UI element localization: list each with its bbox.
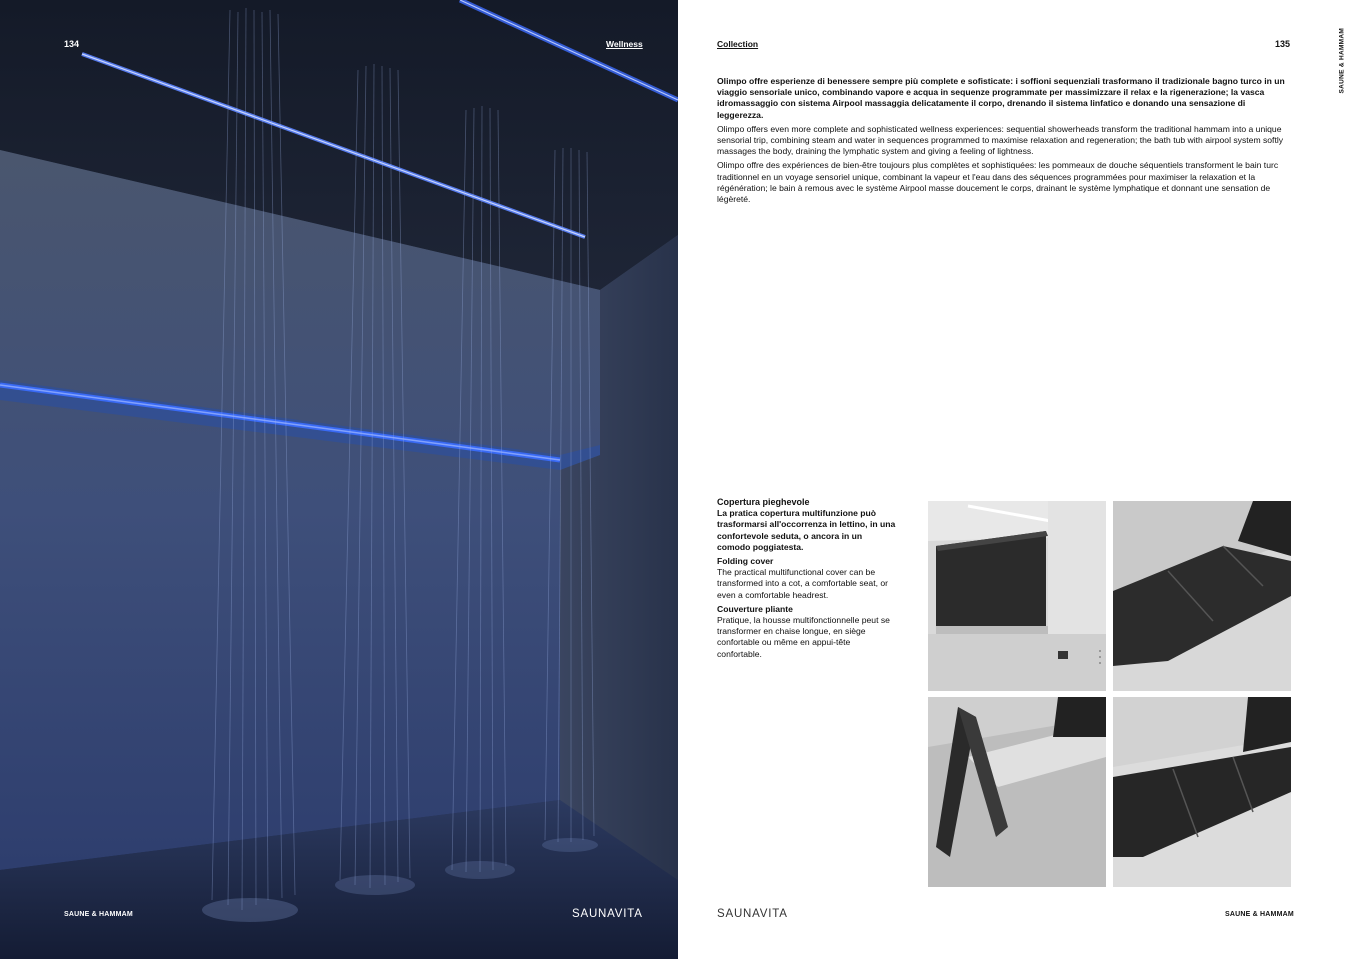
intro-french: Olimpo offre des expériences de bien-être toujours plus complètes et sophistiquées: les pommeaux de douche séquentiels transforment le bain turc traditionnel en un voyage sensoriel unique, combinant la vapeur et l'eau dans des séquences programmées pour maximiser la relaxation et la régénération; le bain à remous avec le système Airpool masse doucement le corps, drainant le système lymphatique et donnant une sensation de légèreté.	[717, 160, 1279, 205]
cover-photo-flat-bed	[1113, 501, 1291, 691]
cover-title-english: Folding cover	[717, 556, 774, 567]
cover-title-italian: Copertura pieghevole	[717, 497, 810, 507]
cover-photo-wall-mounted	[928, 501, 1106, 691]
right-brand-logo: SAUNAVITA	[717, 908, 788, 920]
right-page	[678, 0, 1356, 959]
cover-photo-headrest	[1113, 697, 1291, 887]
right-section-label: Collection	[717, 39, 759, 49]
right-page-number: 135	[1275, 39, 1291, 49]
left-footer-label: SAUNE & HAMMAM	[64, 911, 133, 918]
intro-italian: Olimpo offre esperienze di benessere sempre più complete e sofisticate: i soffioni sequenziali trasformano il tradizionale bagno turco in un viaggio sensoriale unico, combinando vapore e acqua in sequenze programmate per massimizzare il relax e la rigenerazione; la vasca idromassaggio con sistema Airpool massaggia delicatamente il corpo, drenando il sistema linfatico e donando una sensazione di leggerezza.	[717, 76, 1285, 120]
left-section-label: Wellness	[606, 39, 643, 49]
cover-photo-folded-seat	[928, 697, 1106, 887]
right-footer-label: SAUNE & HAMMAM	[1225, 911, 1294, 918]
intro-text	[717, 76, 1287, 208]
cover-text-french: Pratique, la housse multifonctionnelle peut se transformer en chaise longue, en siège confortable ou même en appui-tête confortable.	[717, 615, 890, 659]
left-brand-logo: SAUNAVITA	[572, 908, 643, 920]
folding-cover-description	[717, 497, 897, 660]
cover-text-english: The practical multifunctional cover can be transformed into a cot, a comfortable seat, or even a comfortable headrest.	[717, 567, 889, 600]
intro-english: Olimpo offers even more complete and sophisticated wellness experiences: sequential showerheads transform the traditional hammam into a unique sensorial trip, combining steam and water in sequences programmed to maximise relaxation and regeneration; the bath tub with airpool system softly massages the body, draining the lymphatic system and giving a feeling of lightness.	[717, 123, 1284, 157]
cover-text-italian: La pratica copertura multifunzione può trasformarsi all'occorrenza in lettino, in una confortevole seduta, o ancora in un comodo poggiatesta.	[717, 508, 896, 552]
side-tab-label: SAUNE & HAMMAM	[1338, 27, 1346, 94]
left-page-number: 134	[64, 39, 80, 49]
side-tab	[1333, 28, 1345, 98]
cover-title-french: Couverture pliante	[717, 603, 793, 614]
